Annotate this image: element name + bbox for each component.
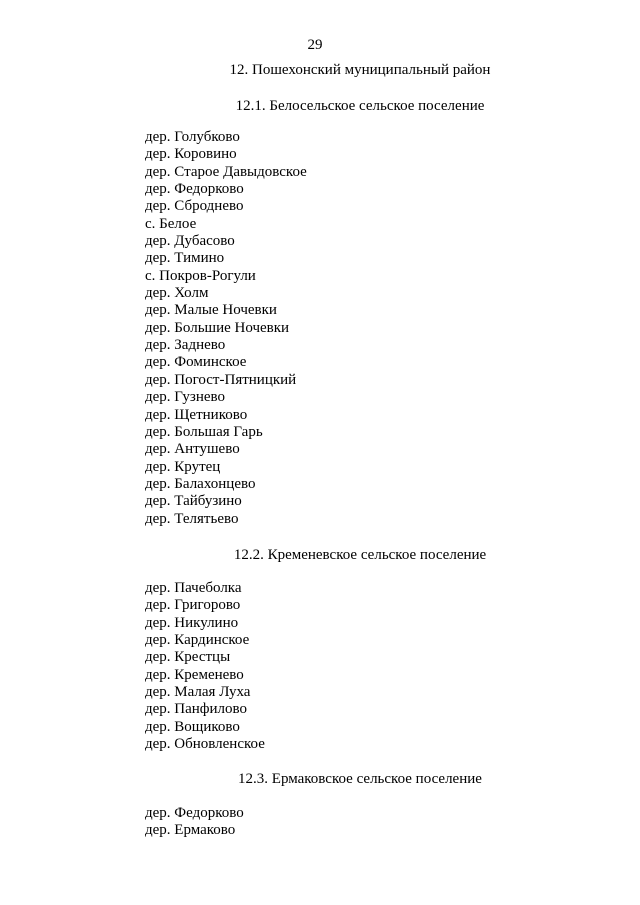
list-item: дер. Пачеболка <box>145 580 242 596</box>
settlement-list-1 <box>145 129 307 528</box>
list-item: дер. Никулино <box>145 614 239 631</box>
list-item: дер. Телятьево <box>145 510 239 527</box>
list-item: дер. Гузнево <box>145 389 225 406</box>
list-item: дер. Погост-Пятницкий <box>145 371 297 388</box>
list-item: дер. Кременево <box>145 666 244 683</box>
list-item: дер. Малая Луха <box>145 684 251 701</box>
list-item: дер. Крестцы <box>145 649 231 666</box>
list-item: дер. Большая Гарь <box>145 423 263 440</box>
list-item: дер. Голубково <box>145 129 240 145</box>
list-item: дер. Григорово <box>145 597 241 614</box>
list-item: дер. Кардинское <box>145 632 250 649</box>
list-item: дер. Федорково <box>145 805 244 821</box>
list-item: дер. Крутец <box>145 458 221 475</box>
list-item: дер. Коровино <box>145 146 237 163</box>
list-item: дер. Федорково <box>145 181 244 198</box>
list-item: с. Покров-Рогули <box>145 267 256 284</box>
list-item: дер. Балахонцево <box>145 475 256 492</box>
list-item: дер. Обновленское <box>145 736 265 753</box>
list-item: дер. Сброднево <box>145 198 244 215</box>
list-item: дер. Панфилово <box>145 701 248 718</box>
list-item: дер. Старое Давыдовское <box>145 163 307 180</box>
list-item: дер. Фоминское <box>145 354 247 371</box>
district-title: 12. Пошехонский муниципальный район <box>229 62 491 78</box>
section-title-1: 12.1. Белосельское сельское поселение <box>235 98 485 114</box>
list-item: дер. Антушево <box>145 441 240 458</box>
section-title-2: 12.2. Кременевское сельское поселение <box>233 547 487 563</box>
list-item: дер. Ермаково <box>145 822 236 839</box>
page-number: 29 <box>307 37 323 53</box>
list-item: дер. Тайбузино <box>145 493 242 510</box>
list-item: дер. Холм <box>145 285 209 302</box>
section-title-3: 12.3. Ермаковское сельское поселение <box>238 771 482 787</box>
settlement-list-3 <box>145 805 244 840</box>
list-item: дер. Большие Ночевки <box>145 319 290 336</box>
list-item: дер. Дубасово <box>145 233 235 250</box>
list-item: с. Белое <box>145 215 197 232</box>
list-item: дер. Заднево <box>145 337 226 354</box>
list-item: дер. Щетниково <box>145 406 248 423</box>
list-item: дер. Малые Ночевки <box>145 302 277 319</box>
list-item: дер. Тимино <box>145 250 225 267</box>
settlement-list-2 <box>145 580 265 753</box>
list-item: дер. Вощиково <box>145 718 240 735</box>
